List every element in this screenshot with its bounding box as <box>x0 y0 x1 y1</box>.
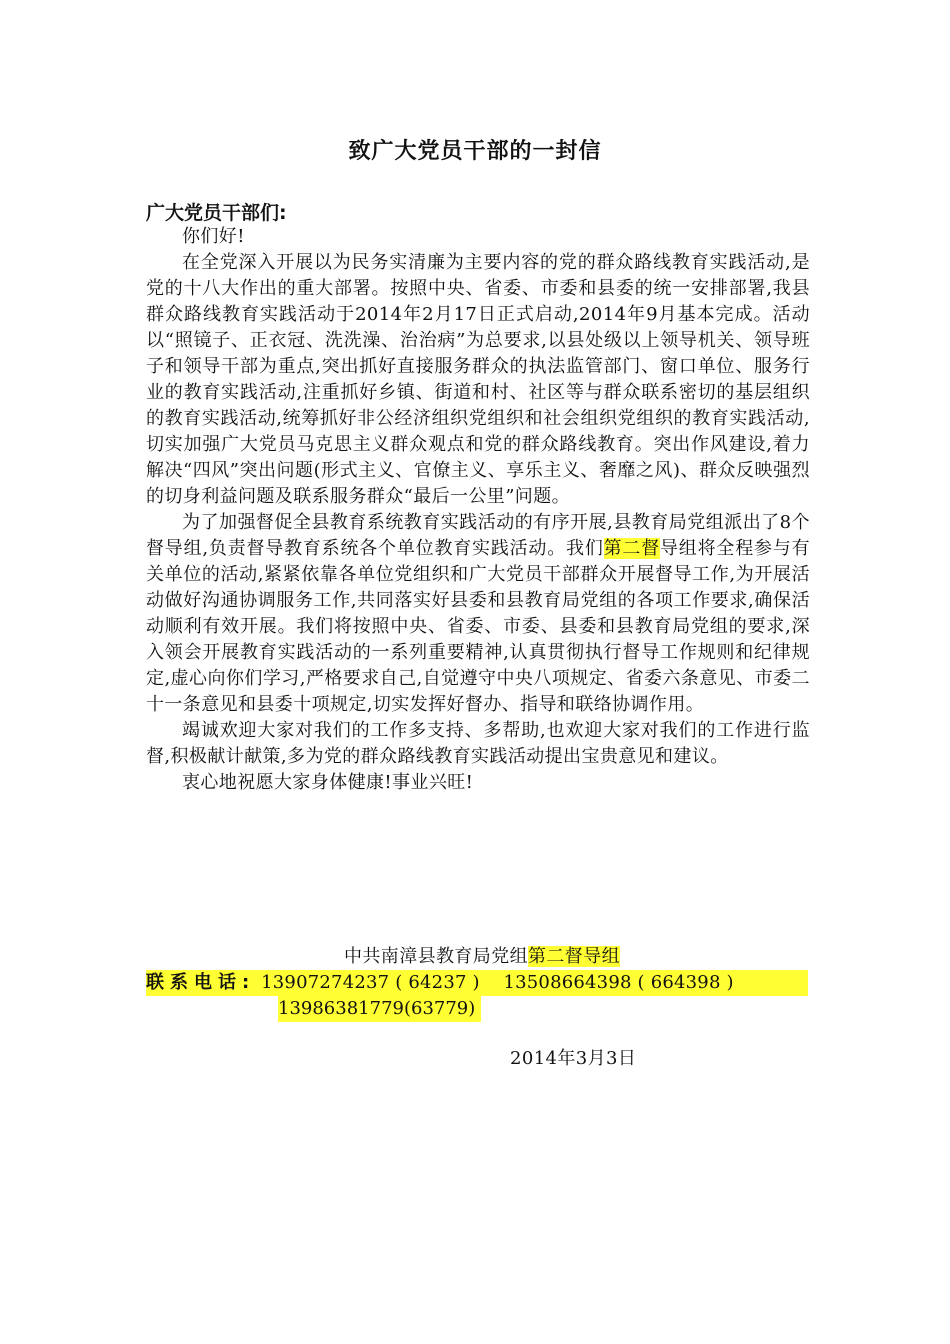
contact-phones-2: 13986381779(63779) <box>278 996 481 1022</box>
contact-label: 联系电话: <box>146 972 256 993</box>
contact-line-1 <box>146 970 808 996</box>
paragraph-1: 在全党深入开展以为民务实清廉为主要内容的党的群众路线教育实践活动,是党的十八大作出的重大部署。按照中央、省委、市委和县委的统一安排部署,我县群众路线教育实践活动于2014年2月17日正式启动,2014年9月基本完成。活动以“照镜子、正衣冠、洗洗澡、治治病”为总要求,以县处级以上领导机关、领导班子和领导干部为重点,突出抓好直接服务群众的执法监管部门、窗口单位、服务行业的教育实践活动,注重抓好乡镇、街道和村、社区等与群众联系密切的基层组织的教育实践活动,统筹抓好非公经济组织党组织和社会组织党组织的教育实践活动,切实加强广大党员马克思主义群众观点和党的群众路线教育。突出作风建设,着力解决“四风”突出问题(形式主义、官僚主义、享乐主义、奢靡之风)、群众反映强烈的切身利益问题及联系服务群众“最后一公里”问题。 <box>146 252 810 507</box>
letter-date: 2014年3月3日 <box>510 1048 637 1069</box>
signature-group-highlight: 第二督导组 <box>528 946 620 967</box>
contact-phones-1: 13907274237 ( 64237 ) 13508664398 ( 664398 ) <box>261 972 734 993</box>
letter-body <box>146 224 810 796</box>
highlighted-text: 第二督 <box>603 538 661 559</box>
salutation: 广大党员干部们: <box>146 202 287 224</box>
paragraph-2-text-a: 为了加强督促全县教育系统教育实践活动的有序开展,县教育局党组派出了8个督导组,负责督导教育系统各个单位教育实践活动。我们 <box>146 512 810 559</box>
signature-org <box>344 944 620 970</box>
paragraph-3: 竭诚欢迎大家对我们的工作多支持、多帮助,也欢迎大家对我们的工作进行监督,积极献计献策,多为党的群众路线教育实践活动提出宝贵意见和建议。 <box>146 720 810 767</box>
paragraph-4: 衷心地祝愿大家身体健康!事业兴旺! <box>182 772 474 793</box>
greeting: 你们好! <box>182 226 245 247</box>
contact-info <box>146 970 810 1022</box>
signature-org-name: 中共南漳县教育局党组 <box>344 946 528 967</box>
page-title: 致广大党员干部的一封信 <box>348 139 602 164</box>
paragraph-2-text-b: 导组将全程参与有关单位的活动,紧紧依靠各单位党组织和广大党员干部群众开展督导工作,为开展活动做好沟通协调服务工作,共同落实好县委和县教育局党组的各项工作要求,确保活动顺利有效开展。我们将按照中央、省委、市委、县委和县教育局党组的要求,深入领会开展教育实践活动的一系列重要精神,认真贯彻执行督导工作规则和纪律规定,虚心向你们学习,严格要求自己,自觉遵守中央八项规定、省委六条意见、市委二十一条意见和县委十项规定,切实发挥好督办、指导和联络协调作用。 <box>146 538 810 715</box>
paragraph-2 <box>146 510 810 718</box>
